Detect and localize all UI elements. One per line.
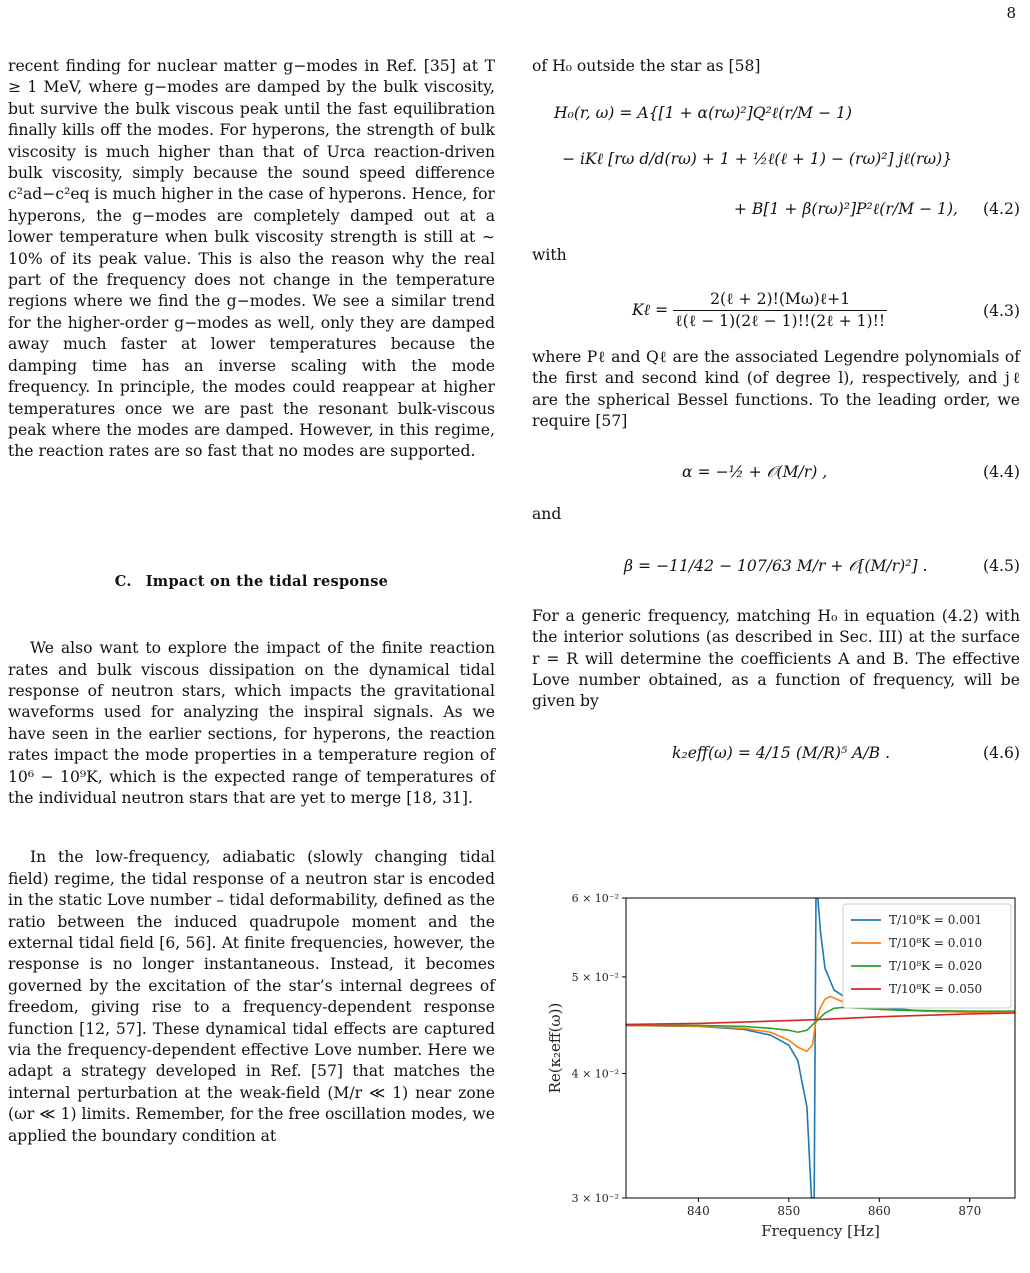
- eq45-body: β = −11/42 − 107/63 M/r + 𝒪[(M/r)²] .: [624, 556, 928, 575]
- eq46-body: k₂eff(ω) = 4/15 (M/R)⁵ A/B .: [672, 743, 891, 762]
- y-tick-label: 5 × 10⁻²: [571, 970, 619, 984]
- equation-4-5: [532, 534, 1020, 600]
- x-tick-label: 860: [867, 1204, 891, 1218]
- eq43-denominator: ℓ(ℓ − 1)(2ℓ − 1)!!(2ℓ + 1)!!: [675, 312, 886, 331]
- x-axis-label: Frequency [Hz]: [761, 1222, 880, 1240]
- paragraph-gmodes: recent finding for nuclear matter g−modes in Ref. [35] at T ≥ 1 MeV, where g−modes are damped by the bulk viscosity, but survive the bulk viscous peak until the fast equilibration finally kills off the modes. For hyperons, the strength of bulk viscosity is much higher than that of Urca reaction-driven bulk viscosity, simply because the sound speed difference c²ad−c²eq is much higher in the case of hyperons. Hence, for hyperons, the g−modes are completely damped out at a lower temperature when bulk viscosity strength is still at ∼ 10% of its peak value. This is also the reason why the real part of the frequency does not change in the temperature regions where we find the g−modes. We see a similar trend for the higher-order g−modes as well, only they are damped away much faster at lower temperatures because the damping time has an inverse scaling with the mode frequency. In principle, the modes could reappear at higher temperatures once we are past the resonant bulk-viscous peak where the modes are damped. However, in this regime, the reaction rates are so fast that no modes are supported.: [8, 57, 495, 461]
- chart-svg: [540, 880, 1028, 1250]
- equation-4-4: [532, 442, 1020, 504]
- love-number-chart: [540, 880, 1028, 1250]
- paragraph-matching: For a generic frequency, matching H₀ in equation (4.2) with the interior solutions (as described in Sec. III) at the surface r = R will determine the coefficients A and B. The effective Love number obtained, as a function of frequency, will be given by: [532, 606, 1020, 711]
- x-tick-label: 850: [777, 1204, 801, 1218]
- eq42-number: (4.2): [983, 200, 1020, 219]
- eq43-number: (4.3): [983, 301, 1020, 320]
- eq42-line2: − iKℓ [rω d/d(rω) + 1 + ½ℓ(ℓ + 1) − (rω)²] jℓ(rω)}: [562, 150, 953, 169]
- x-tick-label: 870: [958, 1204, 982, 1218]
- legend-label-3: T/10⁸K = 0.020: [889, 959, 983, 973]
- page-number: 8: [1006, 4, 1016, 22]
- y-tick-label: 6 × 10⁻²: [571, 892, 619, 905]
- eq43-numerator: 2(ℓ + 2)!(Mω)ℓ+1: [673, 289, 887, 311]
- eq44-number: (4.4): [983, 463, 1020, 482]
- legend-label-1: T/10⁸K = 0.001: [889, 913, 983, 927]
- eq44-body: α = −½ + 𝒪(M/r) ,: [682, 463, 828, 482]
- y-tick-label: 4 × 10⁻²: [571, 1067, 619, 1081]
- eq42-line1: H₀(r, ω) = A{[1 + α(rω)²]Q²ℓ(r/M − 1): [554, 104, 853, 123]
- paragraph-tidal-impact: We also want to explore the impact of the finite reaction rates and bulk viscous dissipation on the dynamical tidal response of neutron stars, which impacts the gravitational waveforms used for analyzing the inspiral signals. As we have seen in the earlier sections, for hyperons, the reaction rates impact the mode properties in a temperature region of 10⁶ − 10⁹K, which is the expected range of temperatures of the individual neutron stars that are yet to merge [18, 31].: [8, 639, 495, 807]
- right-column: [532, 56, 1020, 783]
- equation-4-3: [532, 275, 1020, 343]
- x-tick-label: 840: [686, 1204, 710, 1218]
- equation-4-2: [532, 93, 1020, 245]
- eq45-number: (4.5): [983, 556, 1020, 575]
- word-and: and: [532, 505, 562, 524]
- paragraph-love-number: In the low-frequency, adiabatic (slowly changing tidal field) regime, the tidal response of a neutron star is encoded in the static Love number – tidal deformability, defined as the ratio between the induced quadrupole moment and the external tidal field [6, 56]. At finite frequencies, however, the response is no longer instantaneous. Instead, it becomes governed by the excitation of the star’s internal degrees of freedom, giving rise to a frequency-dependent response function [12, 57]. These dynamical tidal effects are captured via the frequency-dependent effective Love number. Here we adapt a strategy developed in Ref. [57] that matches the internal perturbation at the weak-field (M/r ≪ 1) near zone (ωr ≪ 1) limits. Remember, for the free oscillation modes, we applied the boundary condition at: [8, 848, 495, 1145]
- section-number: C.: [114, 572, 132, 590]
- eq42-line3: + B[1 + β(rω)²]P²ℓ(r/M − 1),: [733, 200, 958, 219]
- paragraph-h0-intro: of H₀ outside the star as [58]: [532, 57, 761, 75]
- equation-4-6: [532, 723, 1020, 783]
- paragraph-legendre: where Pℓ and Qℓ are the associated Legendre polynomials of the first and second kind (of degree l), respectively, and jℓ are the spherical Bessel functions. To the leading order, we require [57]: [532, 347, 1020, 431]
- section-heading: [8, 571, 495, 592]
- eq46-number: (4.6): [983, 743, 1020, 762]
- legend-label-2: T/10⁸K = 0.010: [889, 936, 983, 950]
- word-with: with: [532, 246, 567, 265]
- series-line-4: [626, 1013, 1015, 1024]
- y-axis-label: Re(κ₂eff(ω)): [546, 1002, 564, 1094]
- left-column: [8, 56, 495, 1147]
- y-tick-label: 3 × 10⁻²: [571, 1192, 619, 1205]
- legend-label-4: T/10⁸K = 0.050: [889, 982, 983, 996]
- eq43-lhs: Kℓ =: [632, 301, 669, 320]
- eq43-fraction: [673, 289, 887, 333]
- section-title: Impact on the tidal response: [145, 572, 389, 590]
